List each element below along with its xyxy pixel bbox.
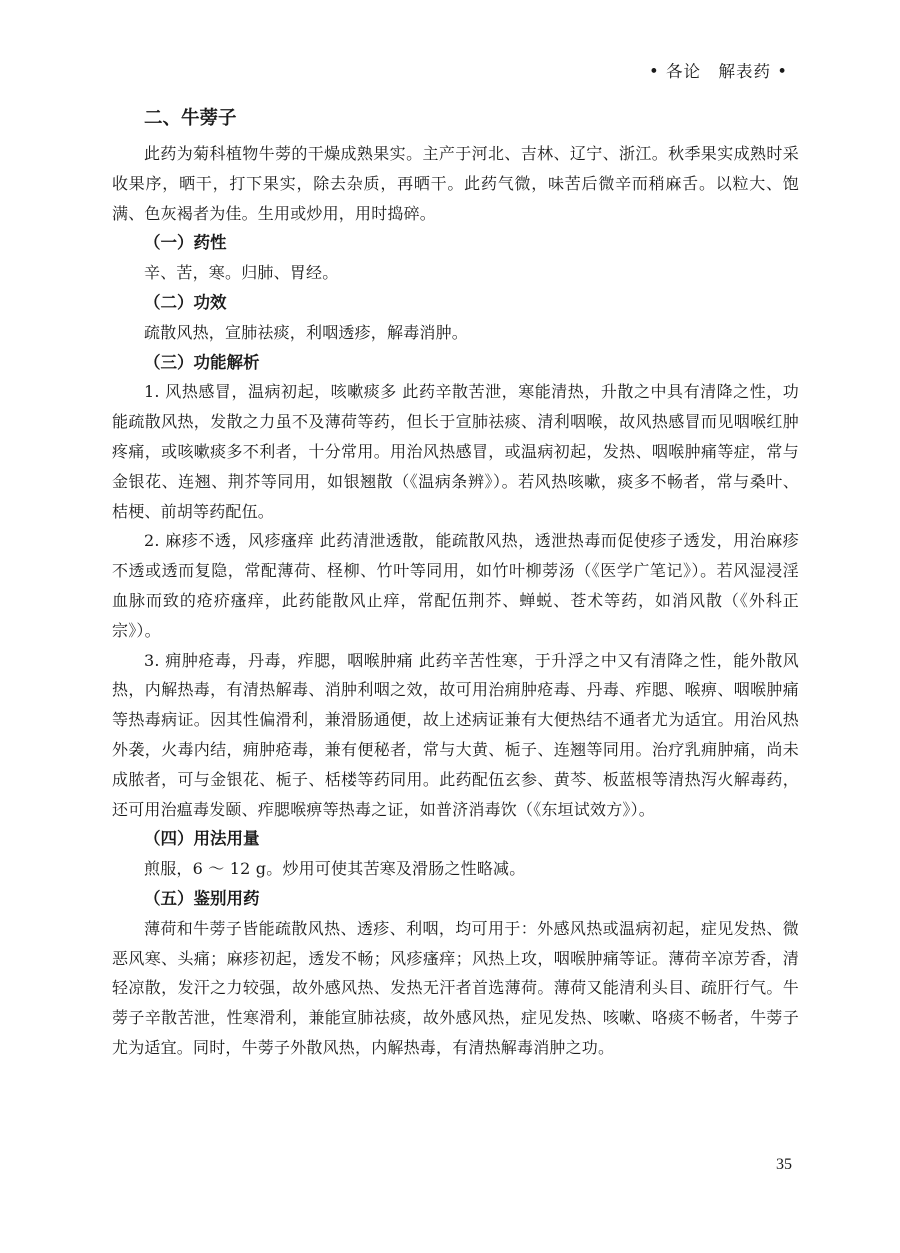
usage-text: 煎服，6 ～ 12 g。炒用可使其苦寒及滑肠之性略减。	[144, 859, 526, 879]
analysis-item-1: 1. 风热感冒，温病初起，咳嗽痰多 此药辛散苦泄，寒能清热，升散之中具有清降之性，功能疏散风热，发散之力虽不及薄荷等药，但长于宣肺祛痰、清利咽喉，故风热感冒而见咽喉红肿疼痛，或咳嗽痰多不利者，十分常用。用治风热感冒，或温病初起，发热、咽喉肿痛等症，常与金银花、连翘、荆芥等同用，如银翘散（《温病条辨》）。若风热咳嗽，痰多不畅者，常与桑叶、桔梗、前胡等药配伍。	[112, 382, 799, 521]
analysis-item-3: 3. 痈肿疮毒，丹毒，痄腮，咽喉肿痛 此药辛苦性寒，于升浮之中又有清降之性，能外散风热，内解热毒，有清热解毒、消肿利咽之效，故可用治痈肿疮毒、丹毒、痄腮、喉痹、咽喉肿痛等热毒病证。因其性偏滑利，兼滑肠通便，故上述病证兼有大便热结不通者尤为适宜。用治风热外袭，火毒内结，痈肿疮毒，兼有便秘者，常与大黄、栀子、连翘等同用。治疗乳痈肿痛，尚未成脓者，可与金银花、栀子、栝楼等药同用。此药配伍玄参、黄芩、板蓝根等清热泻火解毒药，还可用治瘟毒发颐、痄腮喉痹等热毒之证，如普济消毒饮（《东垣试效方》）。	[112, 650, 799, 819]
usage-heading: （四）用法用量	[144, 829, 260, 849]
main-content	[112, 103, 799, 1063]
analysis-heading: （三）功能解析	[144, 352, 260, 372]
efficacy-heading: （二）功效	[144, 292, 227, 312]
page-number: 35	[776, 1156, 792, 1173]
analysis-item-2: 2. 麻疹不透，风疹瘙痒 此药清泄透散，能疏散风热，透泄热毒而促使疹子透发，用治麻疹不透或透而复隐，常配薄荷、柽柳、竹叶等同用，如竹叶柳蒡汤（《医学广笔记》）。若风湿浸淫血脉而致的疮疥瘙痒，此药能散风止痒，常配伍荆芥、蝉蜕、苍术等药，如消风散（《外科正宗》）。	[112, 531, 799, 640]
distinction-heading: （五）鉴别用药	[144, 888, 260, 908]
intro-paragraph: 此药为菊科植物牛蒡的干燥成熟果实。主产于河北、吉林、辽宁、浙江。秋季果实成熟时采收果序，晒干，打下果实，除去杂质，再晒干。此药气微，味苦后微辛而稍麻舌。以粒大、饱满、色灰褐者为佳。生用或炒用，用时捣碎。	[112, 144, 799, 223]
efficacy-text: 疏散风热，宣肺祛痰，利咽透疹，解毒消肿。	[144, 322, 469, 342]
properties-text: 辛、苦，寒。归肺、胃经。	[144, 263, 339, 283]
running-header: • 各论 解表药 •	[649, 62, 788, 81]
section-title: 二、牛蒡子	[144, 108, 237, 129]
distinction-text: 薄荷和牛蒡子皆能疏散风热、透疹、利咽，均可用于：外感风热或温病初起，症见发热、微恶风寒、头痛；麻疹初起，透发不畅；风疹瘙痒；风热上攻，咽喉肿痛等证。薄荷辛凉芳香，清轻凉散，发汗之力较强，故外感风热、发热无汗者首选薄荷。薄荷又能清利头目、疏肝行气。牛蒡子辛散苦泄，性寒滑利，兼能宣肺祛痰，故外感风热，症见发热、咳嗽、咯痰不畅者，牛蒡子尤为适宜。同时，牛蒡子外散风热，内解热毒，有清热解毒消肿之功。	[112, 918, 799, 1057]
properties-heading: （一）药性	[144, 233, 227, 253]
